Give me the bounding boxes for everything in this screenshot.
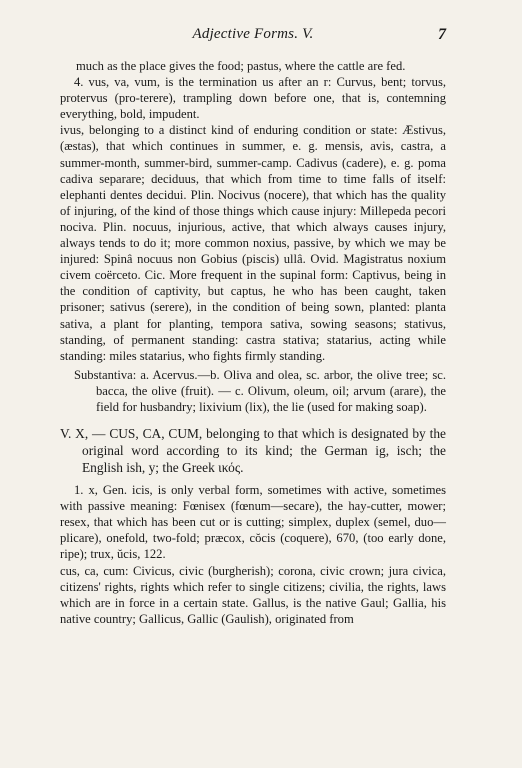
paragraph-cus: cus, ca, cum: Civicus, civic (burgherish); corona, civic crown; jura civica, citizens' rights, rights which refer to single citizens; civilia, the rights, laws which are in force in a certain state. Gallus, is the native Gaul; Gallia, his native country; Gallicus, Gallic (Gaulish), originated from bbox=[60, 563, 446, 626]
page-body bbox=[60, 58, 446, 627]
paragraph-continuation: much as the place gives the food; pastus, where the cattle are fed. bbox=[76, 59, 406, 73]
section-heading-v: V. X, — CUS, CA, CUM, belonging to that which is designated by the original word according to its kind; the German ig, isch; the English ish, y; the Greek ικός. bbox=[60, 426, 446, 476]
running-header bbox=[60, 26, 446, 44]
paragraph-substantiva: Substantiva: a. Acervus.—b. Oliva and olea, sc. arbor, the olive tree; sc. bacca, the olive (fruit). — c. Olivum, oleum, oil; arvum (arare), the field for husbandry; lixivium (lix), the lie (used for making soap). bbox=[74, 367, 446, 414]
paragraph-ivus: ivus, belonging to a distinct kind of enduring condition or state: Æstivus, (æstas), that which continues in summer, e. g. mensis, avis, castra, a summer-month, summer-bird, summer-camp. Cadivus (cadere), e. g. poma cadiva separare; deciduus, that which from time to time falls of itself: elephanti dentes decidui. Plin. Nocivus (nocere), that which has the quality of injuring, of the kind of those things which cause injury: Millepeda pecori nociva. Plin. nocuus, injurious, active, that which always causes injury, always tends to do it; more common noxius, passive, by which we may be injured: Spinâ nocuus non Gobius (piscis) ullâ. Ovid. Magistratus noxium civem coërceto. Cic. More frequent in the supinal form: Captivus, being in the condition of captivity, but captus, he who has been caught, taken prisoner; sativus (serere), in the condition of being sown, planted: planta sativa, a plant for planting, tempora sativa, sowing seasons; stativus, standing, of permanent standing: castra stativa; statarius, acting while standing: miles statarius, who fights firmly standing. bbox=[60, 123, 446, 363]
paragraph-x: 1. x, Gen. icis, is only verbal form, sometimes with active, sometimes with passive meaning: Fœnisex (fœnum—secare), the hay-cutter, mower; resex, that which has been cut or is cutting; simplex, duplex (semel, duo—plicare), onefold, two-fold; præcox, cŏcis (coquere), 670, (too early done, ripe); trux, ŭcis, 122. bbox=[60, 483, 446, 562]
header-title: Adjective Forms. V. bbox=[192, 26, 314, 42]
page-number: 7 bbox=[438, 26, 446, 43]
paragraph-vus: 4. vus, va, vum, is the termination us after an r: Curvus, bent; torvus, protervus (pro-terere), trampling down before one, that is, contemning everything, bold, impudent. bbox=[60, 75, 446, 122]
